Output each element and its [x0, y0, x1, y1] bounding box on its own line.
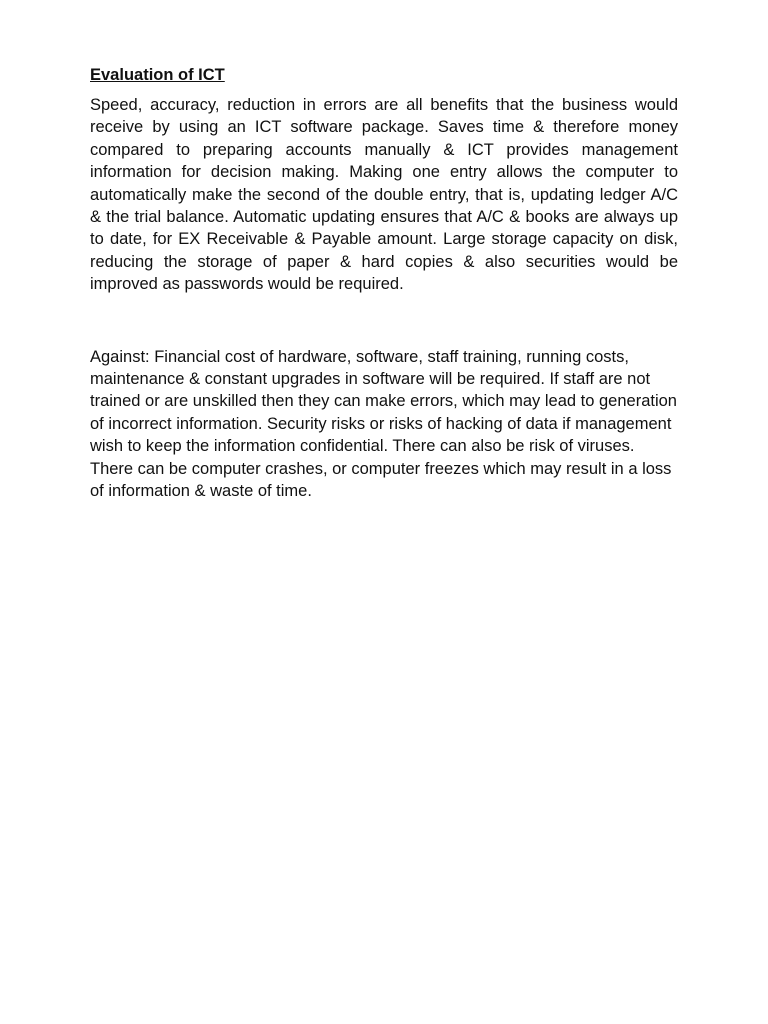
document-title: Evaluation of ICT — [90, 66, 225, 84]
paragraph-benefits: Speed, accuracy, reduction in errors are all benefits that the business would receive by using an ICT software package. Saves time & therefore money compared to preparing accounts manually & ICT provides management information for decision making. Making one entry allows the computer to automatically make the second of the double entry, that is, updating ledger A/C & the trial balance. Automatic updating ensures that A/C & books are always up to date, for EX Receivable & Payable amount. Large storage capacity on disk, reducing the storage of paper & hard copies & also securities would be improved as passwords would be required. — [90, 96, 678, 294]
document-page — [90, 64, 678, 503]
paragraph-against: Against: Financial cost of hardware, software, staff training, running costs, maintenance & constant upgrades in software will be required. If staff are not trained or are unskilled then they can make errors, which may lead to generation of incorrect information. Security risks or risks of hacking of data if management wish to keep the information confidential. There can also be risk of viruses. There can be computer crashes, or computer freezes which may result in a loss of information & waste of time. — [90, 347, 677, 501]
